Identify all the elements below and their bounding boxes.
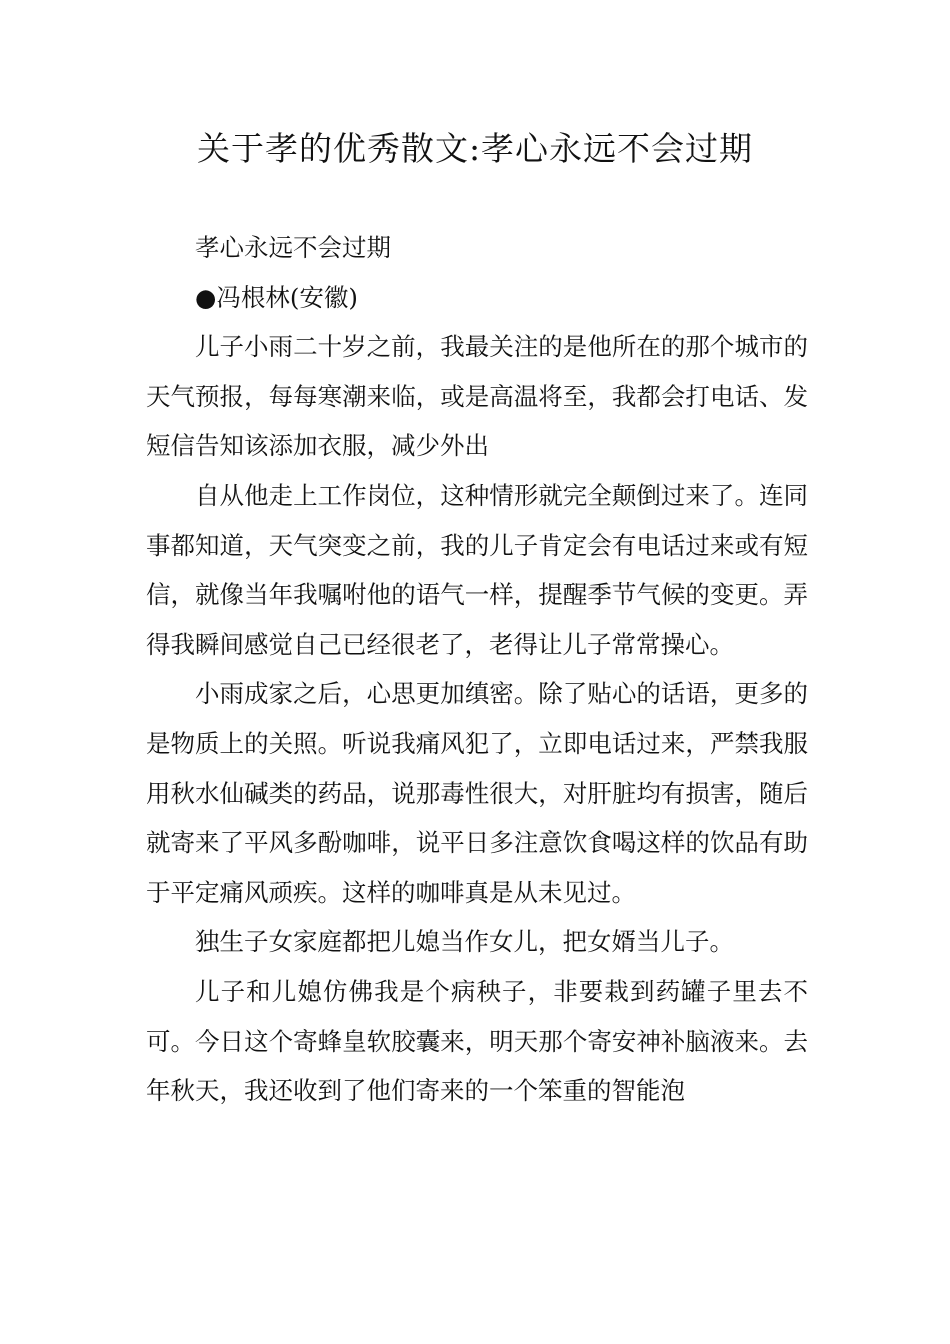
paragraph: 自从他走上工作岗位，这种情形就完全颠倒过来了。连同事都知道，天气突变之前，我的儿子肯定会有电话过来或有短信，就像当年我嘱咐他的语气一样，提醒季节气候的变更。弄得我瞬间感觉自己已经很老了，老得让儿子常常操心。	[146, 480, 808, 659]
author-line: ●冯根林(安徽)	[195, 282, 358, 312]
paragraph: 儿子小雨二十岁之前，我最关注的是他所在的那个城市的天气预报，每每寒潮来临，或是高温将至，我都会打电话、发短信告知该添加衣服，减少外出	[146, 332, 808, 461]
subtitle: 孝心永远不会过期	[195, 233, 391, 262]
paragraph: 儿子和儿媳仿佛我是个病秧子，非要栽到药罐子里去不可。今日这个寄蜂皇软胶囊来，明天那个寄安神补脑液来。去年秋天，我还收到了他们寄来的一个笨重的智能泡	[146, 976, 808, 1106]
document-title: 关于孝的优秀散文:孝心永远不会过期	[196, 129, 754, 168]
paragraph: 独生子女家庭都把儿媳当作女儿，把女婿当儿子。	[195, 927, 734, 957]
document-body	[146, 223, 808, 1116]
paragraph: 小雨成家之后，心思更加缜密。除了贴心的话语，更多的是物质上的关照。听说我痛风犯了，立即电话过来，严禁我服用秋水仙碱类的药品，说那毒性很大，对肝脏均有损害，随后就寄来了平风多酚咖啡，说平日多注意饮食喝这样的饮品有助于平定痛风顽疾。这样的咖啡真是从未见过。	[146, 679, 808, 907]
